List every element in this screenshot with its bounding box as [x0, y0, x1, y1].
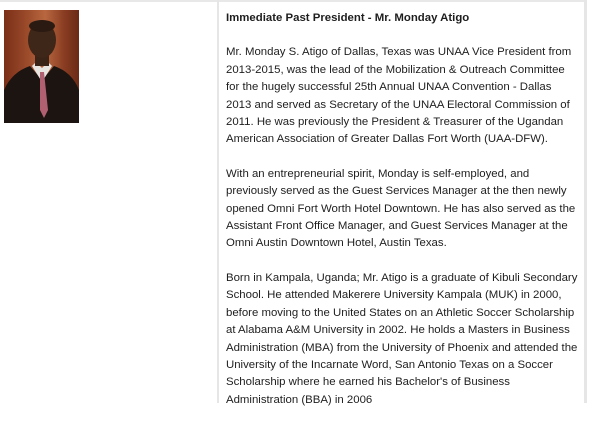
table-right-border: [584, 0, 587, 403]
column-divider: [217, 0, 219, 403]
bio-paragraph: Mr. Monday S. Atigo of Dallas, Texas was UNAA Vice President from 2013-2015, was the lead of the Mobilization & Outreach Committee for the hugely successful 25th Annual UNAA Convention - Dallas 2013 and served as Secretary of the UNAA Electoral Commission of 2011. He was previously the President & Treasurer of the Ugandan American Association of Greater Dallas Fort Worth (UAA-DFW).: [226, 46, 572, 146]
photo-cell: [0, 2, 218, 403]
bio-content: [226, 10, 578, 426]
person-portrait-icon: [4, 10, 79, 123]
profile-photo: [4, 10, 79, 123]
bio-title: Immediate Past President - Mr. Monday Atigo: [226, 12, 470, 24]
bio-paragraph: Born in Kampala, Uganda; Mr. Atigo is a graduate of Kibuli Secondary School. He attended Makerere University Kampala (MUK) in 2000, before moving to the United States on an Athletic Soccer Scholarship at Alabama A&M University in 2002. He holds a Masters in Business Administration (MBA) from the University of Phoenix and attended the University of the Incarnate Word, San Antonio Texas on a Soccer Scholarship where he earned his Bachelor's of Business Administration (BBA) in 2006: [226, 271, 578, 406]
bio-paragraph: With an entrepreneurial spirit, Monday is self-employed, and previously served as the Guest Services Manager at the then newly opened Omni Fort Worth Hotel Downtown. He has also served as the Assistant Front Office Manager, and Guest Services Manager at the Omni Austin Downtown Hotel, Austin Texas.: [226, 167, 576, 250]
